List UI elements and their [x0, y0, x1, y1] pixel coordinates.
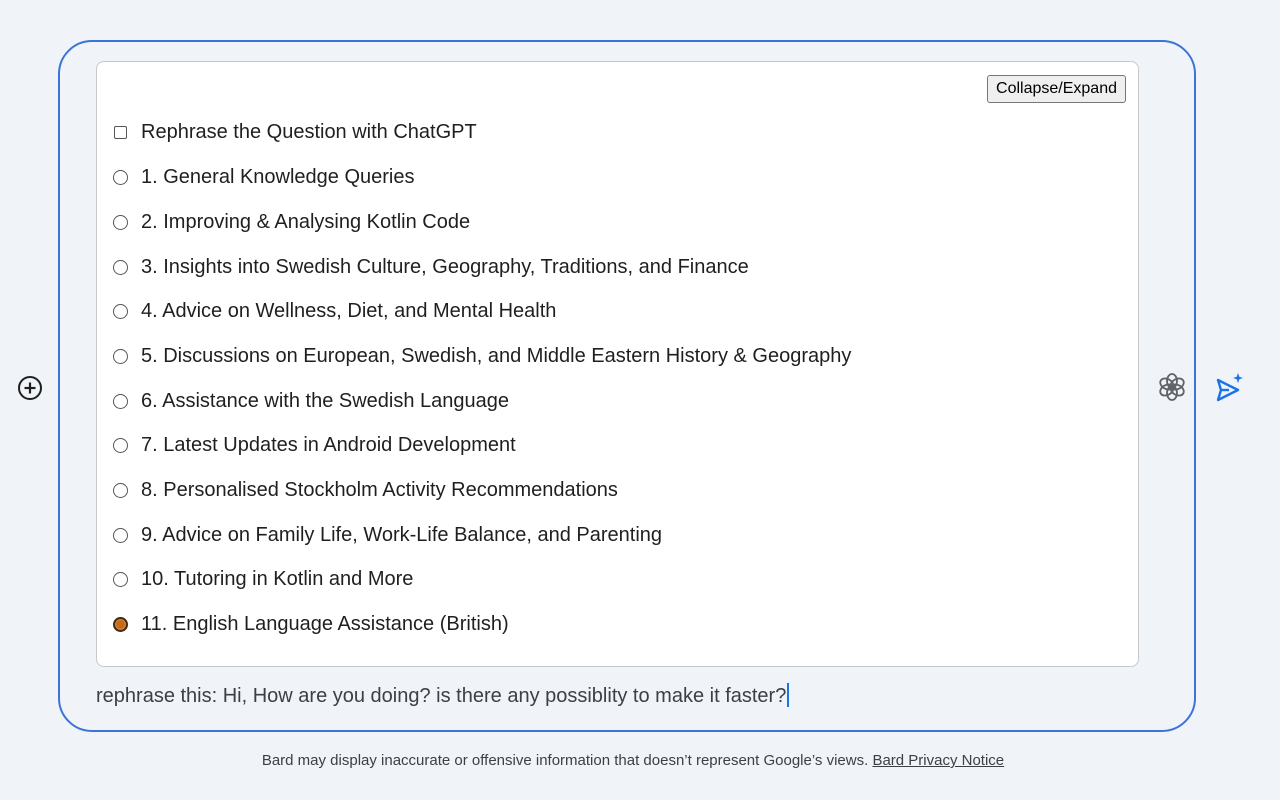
topic-label: 2. Improving & Analysing Kotlin Code: [141, 210, 471, 233]
topic-label: 1. General Knowledge Queries: [141, 165, 415, 188]
options-panel: [96, 61, 1139, 667]
topic-radio-selected[interactable]: [113, 617, 128, 632]
topic-label: 7. Latest Updates in Android Development: [141, 433, 516, 456]
topic-radio[interactable]: [113, 528, 128, 543]
topic-radio[interactable]: [113, 304, 128, 319]
topic-label: 5. Discussions on European, Swedish, and Middle Eastern History & Geography: [141, 344, 852, 367]
topic-radio[interactable]: [113, 170, 128, 185]
topic-radio[interactable]: [113, 215, 128, 230]
topic-radio[interactable]: [113, 349, 128, 364]
chatgpt-logo-icon[interactable]: [1156, 371, 1188, 403]
topic-label: 11. English Language Assistance (British): [141, 612, 509, 635]
topic-label: 8. Personalised Stockholm Activity Recommendations: [141, 478, 618, 501]
rephrase-checkbox[interactable]: [114, 126, 127, 139]
topic-option-9[interactable]: [113, 520, 662, 550]
topic-option-10[interactable]: [113, 564, 413, 594]
disclaimer-footer: [0, 752, 1266, 769]
topic-radio[interactable]: [113, 572, 128, 587]
topic-option-2[interactable]: [113, 207, 470, 237]
rephrase-option[interactable]: [113, 117, 477, 147]
topic-radio[interactable]: [113, 394, 128, 409]
topic-option-4[interactable]: [113, 296, 556, 326]
prompt-input-value: rephrase this: Hi, How are you doing? is there any possiblity to make it faster?: [96, 685, 787, 707]
add-circle-icon[interactable]: [16, 374, 44, 402]
topic-option-11[interactable]: [113, 609, 509, 639]
rephrase-label: Rephrase the Question with ChatGPT: [141, 120, 477, 143]
topic-label: 4. Advice on Wellness, Diet, and Mental Health: [141, 299, 557, 322]
topic-label: 6. Assistance with the Swedish Language: [141, 389, 510, 412]
text-caret: [787, 683, 789, 707]
prompt-input[interactable]: [96, 683, 789, 708]
send-sparkle-icon[interactable]: [1214, 372, 1244, 402]
collapse-expand-button[interactable]: Collapse/Expand: [987, 75, 1126, 103]
topic-label: 10. Tutoring in Kotlin and More: [141, 567, 414, 590]
topic-option-6[interactable]: [113, 386, 509, 416]
topic-label: 9. Advice on Family Life, Work-Life Balance, and Parenting: [141, 523, 663, 546]
topic-label: 3. Insights into Swedish Culture, Geography, Traditions, and Finance: [141, 255, 749, 278]
topic-option-8[interactable]: [113, 475, 618, 505]
topic-radio[interactable]: [113, 260, 128, 275]
privacy-notice-link[interactable]: Bard Privacy Notice: [872, 752, 1005, 769]
topic-radio[interactable]: [113, 438, 128, 453]
topic-option-3[interactable]: [113, 252, 749, 282]
prompt-composer: [58, 40, 1196, 732]
topic-option-1[interactable]: [113, 162, 415, 192]
topic-option-5[interactable]: [113, 341, 851, 371]
disclaimer-text: Bard may display inaccurate or offensive information that doesn’t represent Google’s views.: [261, 752, 869, 769]
topic-option-7[interactable]: [113, 430, 516, 460]
topic-radio[interactable]: [113, 483, 128, 498]
